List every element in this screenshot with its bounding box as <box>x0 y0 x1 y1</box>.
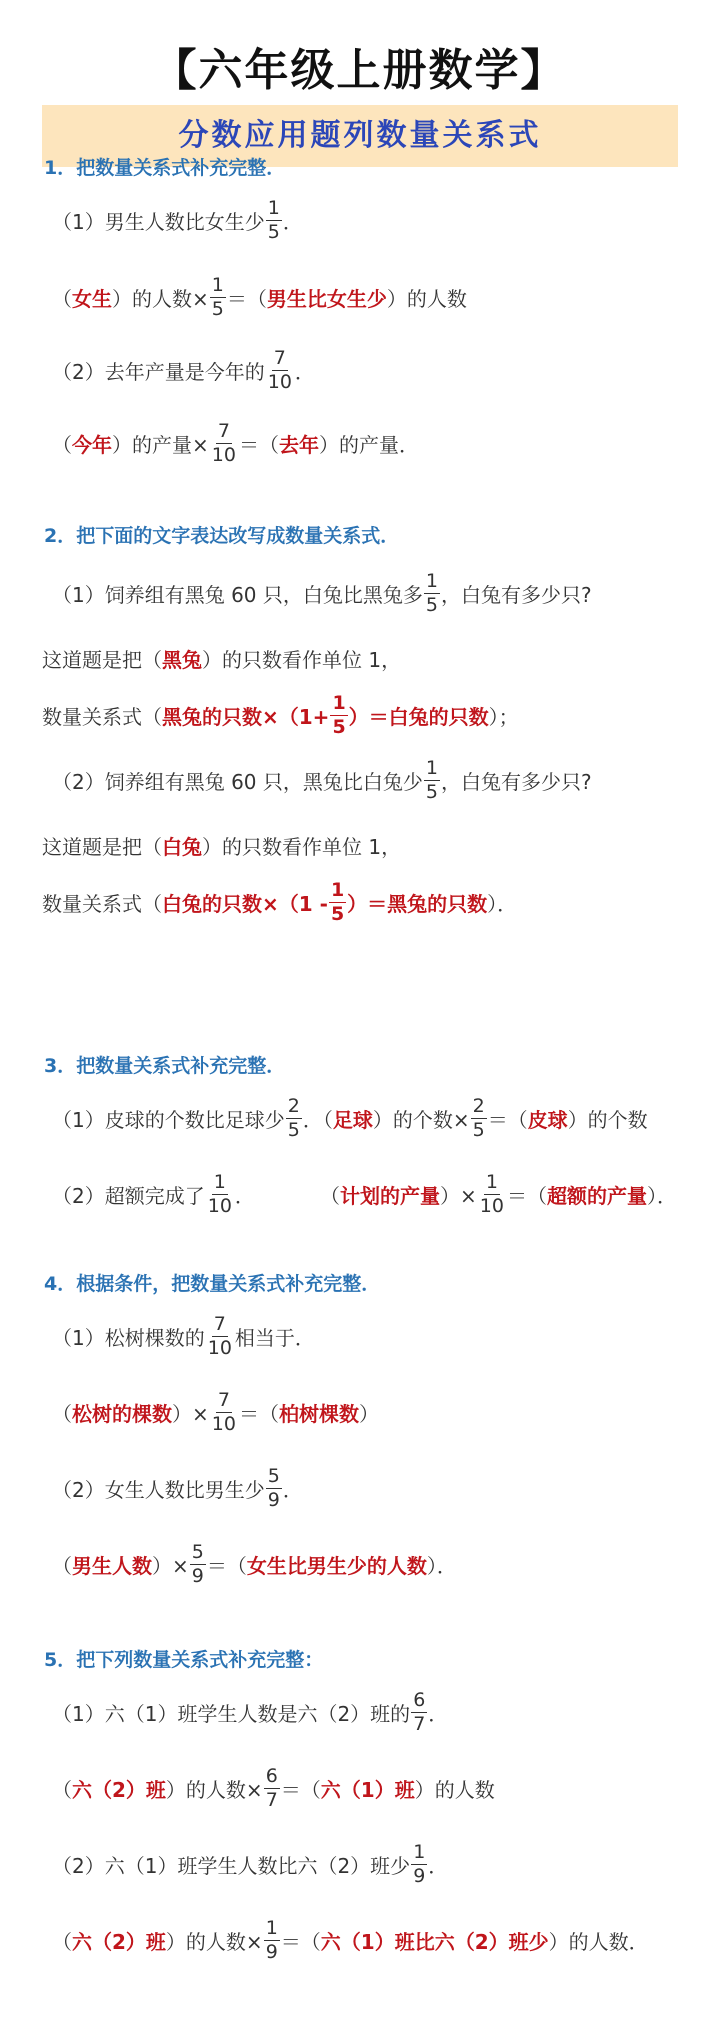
text-segment: ）的人数× <box>165 1929 263 1954</box>
text-segment: ）； <box>488 704 519 729</box>
text-segment: ．（ <box>302 1107 333 1132</box>
fraction-denominator: 7 <box>265 1788 278 1811</box>
fraction-denominator: 5 <box>330 902 345 925</box>
text-segment: ）的人数× <box>112 286 209 311</box>
text-segment: （1）饲养组有黑兔 60 只，白兔比黑兔多 <box>52 582 423 607</box>
text-segment: ，白兔有多少只? <box>440 582 592 607</box>
fraction <box>264 1764 280 1811</box>
answer-text: 去年 <box>278 432 319 457</box>
text-segment: 这道题是把（ <box>42 647 162 672</box>
text-segment: ）× <box>152 1553 189 1578</box>
answer-text: 超额的产量 <box>546 1183 647 1208</box>
text-segment: ． <box>428 1853 449 1878</box>
fraction-numerator: 1 <box>485 1170 498 1193</box>
fraction <box>471 1094 487 1141</box>
text-segment: ＝（ <box>238 432 279 457</box>
answer-text: 六（2）班 <box>72 1929 166 1954</box>
fraction-numerator: 1 <box>211 273 224 296</box>
text-segment: （2）超额完成了 <box>52 1183 205 1208</box>
fraction-denominator: 10 <box>207 1336 232 1359</box>
fraction-numerator: 5 <box>267 1464 280 1487</box>
fraction-numerator: 7 <box>217 419 230 442</box>
text-segment: ）的只数看作单位 1， <box>202 647 402 672</box>
text-segment: ）的人数× <box>165 1777 263 1802</box>
text-segment: （1）六（1）班学生人数是六（2）班的 <box>52 1701 411 1726</box>
text-segment: ＝（ <box>280 1777 321 1802</box>
text-segment: ）× <box>172 1401 209 1426</box>
text-segment: （ <box>52 1929 72 1954</box>
text-segment: ＝（ <box>280 1929 321 1954</box>
text-segment: ＝（ <box>506 1183 547 1208</box>
fraction <box>266 196 282 243</box>
fraction-denominator: 10 <box>211 443 236 466</box>
text-segment: （2）六（1）班学生人数比六（2）班少 <box>52 1853 411 1878</box>
answer-text: 今年 <box>72 432 112 457</box>
fraction-numerator: 1 <box>213 1170 226 1193</box>
fraction <box>411 1840 427 1887</box>
fraction-denominator: 5 <box>425 593 438 616</box>
fraction <box>424 569 440 616</box>
worksheet-line <box>42 633 401 683</box>
fraction-denominator: 9 <box>191 1564 204 1587</box>
fraction-denominator: 5 <box>267 220 280 243</box>
text-segment: ． <box>428 1701 449 1726</box>
text-segment: （2）去年产量是今年的 <box>52 359 265 384</box>
text-segment: 2．把下面的文字表达改写成数量关系式． <box>44 524 400 547</box>
text-segment: 5．把下列数量关系式补充完整： <box>44 1648 324 1671</box>
answer-text: 女生比男生少的人数 <box>246 1553 427 1578</box>
section-heading <box>44 1257 380 1307</box>
text-segment: 相当于． <box>234 1325 315 1350</box>
text-segment: 3．把数量关系式补充完整． <box>44 1054 286 1077</box>
section-heading <box>44 1633 323 1683</box>
worksheet-line <box>52 755 592 805</box>
worksheet-line <box>52 1093 648 1143</box>
text-segment: ＝（ <box>487 1107 528 1132</box>
answer-text: 计划的产量 <box>340 1183 440 1208</box>
text-segment: ）的人数 <box>414 1777 495 1802</box>
worksheet-line <box>52 1463 303 1513</box>
answer-text: 男生人数 <box>72 1553 152 1578</box>
fraction <box>210 419 238 466</box>
worksheet-line <box>52 1763 495 1813</box>
text-segment: ）× <box>440 1183 477 1208</box>
text-segment: 数量关系式（ <box>42 704 162 729</box>
text-segment: （1）松树棵数的 <box>52 1325 205 1350</box>
fraction-numerator: 1 <box>332 691 346 714</box>
worksheet-line <box>52 345 315 395</box>
text-segment: （ <box>52 286 72 311</box>
worksheet-line <box>42 820 401 870</box>
text-segment: ）的产量． <box>318 432 419 457</box>
fraction-numerator: 1 <box>265 1916 278 1939</box>
answer-text: 白兔 <box>162 834 202 859</box>
fraction-denominator: 5 <box>425 780 438 803</box>
fraction-denominator: 10 <box>267 370 292 393</box>
fraction-numerator: 5 <box>191 1540 204 1563</box>
fraction-numerator: 7 <box>213 1312 226 1335</box>
text-segment: （ <box>320 1183 340 1208</box>
fraction <box>411 1688 427 1735</box>
text-segment: ）． <box>487 891 518 916</box>
fraction <box>266 346 294 393</box>
worksheet-line <box>52 1311 315 1361</box>
fraction <box>264 1916 280 1963</box>
worksheet-line <box>52 418 419 468</box>
fraction-numerator: 2 <box>472 1094 485 1117</box>
text-segment: ． <box>282 1477 303 1502</box>
answer-text: 六（1）班比六（2）班少 <box>320 1929 549 1954</box>
fraction <box>206 1170 234 1217</box>
worksheet-line <box>42 877 517 927</box>
text-segment: （1）皮球的个数比足球少 <box>52 1107 285 1132</box>
text-segment: ）的个数 <box>567 1107 648 1132</box>
answer-text: ）＝黑兔的只数 <box>347 891 488 916</box>
text-segment: 4．根据条件，把数量关系式补充完整． <box>44 1272 381 1295</box>
answer-fraction <box>330 691 347 738</box>
subtitle-banner: 分数应用题列数量关系式 <box>42 105 678 167</box>
text-segment: ＝（ <box>206 1553 247 1578</box>
worksheet-line <box>52 1915 649 1965</box>
worksheet-line <box>52 195 303 245</box>
page-title: 【六年级上册数学】 <box>152 45 567 96</box>
section-heading <box>44 509 399 559</box>
fraction-denominator: 5 <box>287 1118 300 1141</box>
fraction <box>210 273 226 320</box>
answer-text: 男生比女生少 <box>266 286 387 311</box>
answer-text: 六（1）班 <box>320 1777 415 1802</box>
fraction-denominator: 5 <box>332 715 346 738</box>
fraction-denominator: 10 <box>211 1412 236 1435</box>
answer-text: 黑兔 <box>162 647 202 672</box>
section-heading <box>44 1039 285 1089</box>
text-segment: ）． <box>646 1183 677 1208</box>
fraction-denominator: 9 <box>265 1940 278 1963</box>
text-segment: ）的人数 <box>386 286 467 311</box>
answer-text: 足球 <box>332 1107 373 1132</box>
fraction <box>266 1464 282 1511</box>
fraction-numerator: 1 <box>330 878 345 901</box>
answer-fraction <box>329 878 346 925</box>
fraction-denominator: 10 <box>207 1194 232 1217</box>
fraction <box>478 1170 506 1217</box>
fraction <box>286 1094 302 1141</box>
text-segment: （ <box>52 1553 72 1578</box>
worksheet-line <box>52 1387 379 1437</box>
text-segment: ． <box>234 1183 255 1208</box>
text-segment: ． <box>294 359 315 384</box>
fraction-numerator: 6 <box>413 1688 426 1711</box>
fraction-numerator: 7 <box>217 1388 230 1411</box>
fraction <box>206 1312 234 1359</box>
text-segment: ＝（ <box>226 286 267 311</box>
worksheet-line <box>320 1169 677 1219</box>
text-segment: （ <box>52 432 72 457</box>
answer-text: 柏树棵数 <box>278 1401 359 1426</box>
fraction-numerator: 1 <box>267 196 280 219</box>
text-segment: ）的个数× <box>372 1107 470 1132</box>
fraction-numerator: 1 <box>425 569 438 592</box>
text-segment: ）的只数看作单位 1， <box>202 834 402 859</box>
fraction-numerator: 6 <box>265 1764 278 1787</box>
text-segment: ）的人数． <box>548 1929 649 1954</box>
answer-text: 皮球 <box>527 1107 568 1132</box>
text-segment: （2）女生人数比男生少 <box>52 1477 265 1502</box>
fraction-denominator: 10 <box>479 1194 504 1217</box>
text-segment: （ <box>52 1777 72 1802</box>
fraction <box>424 756 440 803</box>
fraction-denominator: 5 <box>472 1118 485 1141</box>
answer-text: 黑兔的只数×（1+ <box>162 704 330 729</box>
text-segment: ）的产量× <box>112 432 209 457</box>
text-segment: （2）饲养组有黑兔 60 只，黑兔比白兔少 <box>52 769 423 794</box>
fraction-numerator: 1 <box>413 1840 426 1863</box>
fraction-denominator: 5 <box>211 297 224 320</box>
fraction-numerator: 7 <box>273 346 286 369</box>
answer-text: 六（2）班 <box>72 1777 166 1802</box>
answer-text: ）＝白兔的只数 <box>348 704 489 729</box>
fraction-denominator: 7 <box>413 1712 426 1735</box>
worksheet-line <box>52 1169 255 1219</box>
answer-text: 女生 <box>72 286 112 311</box>
worksheet-line <box>52 568 592 618</box>
worksheet-line <box>52 272 467 322</box>
text-segment: ） <box>358 1401 379 1426</box>
section-heading <box>44 141 285 191</box>
worksheet-line <box>52 1687 448 1737</box>
fraction <box>210 1388 238 1435</box>
fraction-denominator: 9 <box>267 1488 280 1511</box>
answer-text: 松树的棵数 <box>72 1401 172 1426</box>
fraction-numerator: 2 <box>287 1094 300 1117</box>
text-segment: （1）男生人数比女生少 <box>52 209 265 234</box>
worksheet-line <box>42 690 519 740</box>
text-segment: 这道题是把（ <box>42 834 162 859</box>
text-segment: （ <box>52 1401 72 1426</box>
fraction <box>190 1540 206 1587</box>
text-segment: ． <box>282 209 303 234</box>
fraction-denominator: 9 <box>413 1864 426 1887</box>
text-segment: ）． <box>426 1553 457 1578</box>
worksheet-line <box>52 1839 448 1889</box>
text-segment: ，白兔有多少只? <box>440 769 592 794</box>
worksheet-line <box>52 1539 457 1589</box>
text-segment: ＝（ <box>238 1401 279 1426</box>
text-segment: 数量关系式（ <box>42 891 162 916</box>
answer-text: 白兔的只数×（1 - <box>162 891 328 916</box>
text-segment: 1．把数量关系式补充完整． <box>44 156 286 179</box>
fraction-numerator: 1 <box>425 756 438 779</box>
